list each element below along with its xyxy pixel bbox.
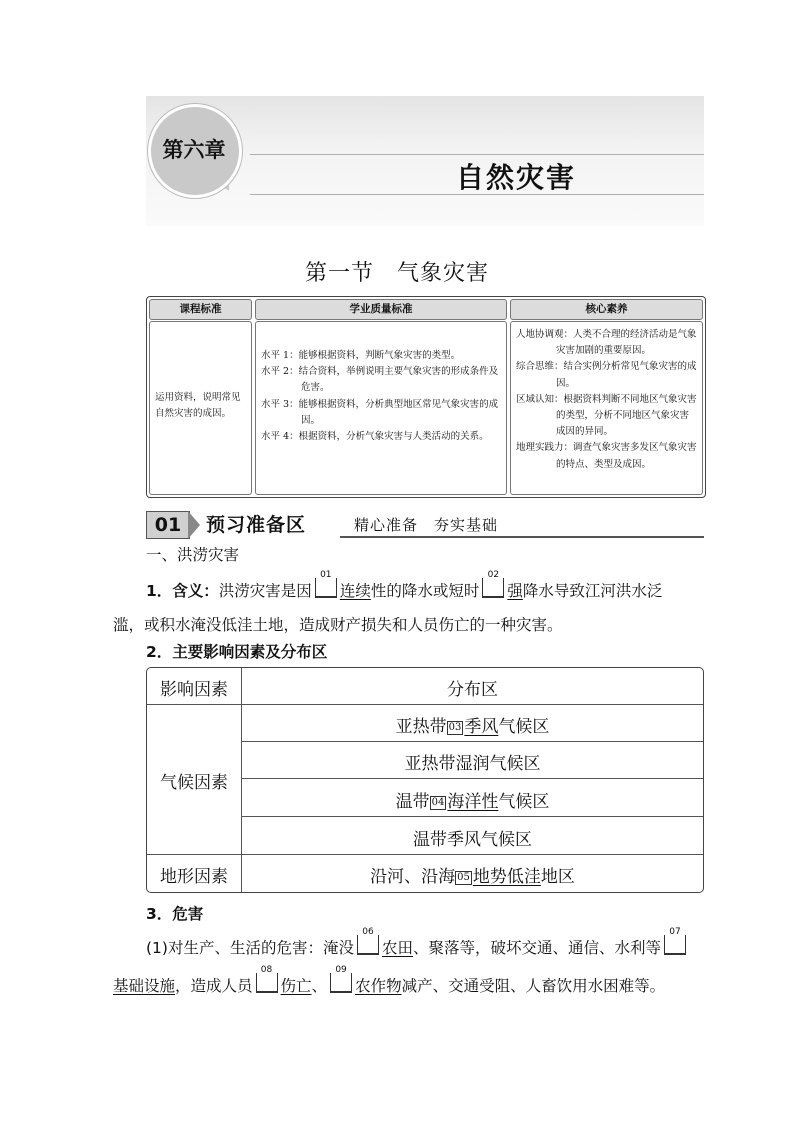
answer-09: 农作物 — [355, 977, 402, 995]
answer-blank-07 — [664, 927, 686, 955]
section-bar — [146, 509, 704, 539]
core-item-1: 人地协调观：人类不合理的经济活动是气象灾害加剧的重要原因。 — [516, 329, 697, 357]
blank-number-01: 01 — [316, 570, 336, 580]
hazard-heading: 3．危害 — [146, 905, 204, 923]
header-region: 分布区 — [447, 680, 498, 700]
core-item-4: 地理实践力：调查气象灾害多发区气象灾害的特点、类型及成因。 — [516, 442, 697, 470]
definition-line-1 — [146, 570, 663, 601]
chapter-number: 第六章 — [162, 138, 226, 162]
quality-cell — [255, 321, 507, 495]
hazard-text-1: (1)对生产、生活的危害：淹没 — [146, 939, 354, 957]
course-text: 运用资料，说明常见自然灾害的成因。 — [155, 392, 241, 420]
section-underline — [340, 536, 704, 538]
table-divider-4 — [241, 816, 703, 817]
hazard-line-2 — [113, 965, 666, 996]
blank-number-06: 06 — [358, 927, 378, 937]
hazard-text-5: 减产、交通受阻、人畜饮用水困难等。 — [401, 977, 666, 995]
answer-04: 海洋性 — [447, 792, 499, 812]
table-divider-5 — [147, 854, 703, 855]
blank-number-07: 07 — [665, 927, 685, 937]
definition-label: 1．含义： — [146, 582, 219, 600]
answer-02: 强 — [507, 582, 523, 600]
answer-blank-08 — [256, 965, 278, 993]
answer-blank-09 — [330, 965, 352, 993]
course-cell — [149, 321, 252, 495]
standards-table — [146, 296, 706, 498]
section-name: 预习准备区 — [206, 514, 307, 536]
blank-number-03: 03 — [448, 722, 462, 733]
blank-number-04: 04 — [431, 797, 445, 808]
core-item-3: 区域认知：根据资料判断不同地区气象灾害的类型，分析不同地区气象灾害成因的异同。 — [516, 393, 697, 438]
terrain-factor: 地形因素 — [160, 867, 228, 887]
quality-level-1: 水平 1：能够根据资料，判断气象灾害的类型。 — [261, 350, 461, 361]
quality-level-2: 水平 2：结合资料，举例说明主要气象灾害的形成条件及危害。 — [261, 366, 499, 394]
hazard-line-1 — [146, 927, 689, 958]
region-3-prefix: 温带 — [395, 792, 430, 812]
blank-number-02: 02 — [483, 570, 503, 580]
quality-level-4: 水平 4：根据资料，分析气象灾害与人类活动的关系。 — [261, 431, 489, 443]
hazard-text-3: ，造成人员 — [175, 977, 253, 995]
hazard-text-2: 、聚落等，破坏交通、通信、水利等 — [412, 939, 661, 957]
header-course: 课程标准 — [149, 299, 252, 320]
blank-number-08: 08 — [257, 965, 277, 975]
factors-heading: 2．主要影响因素及分布区 — [146, 643, 328, 661]
section-number: 01 — [146, 511, 190, 539]
table-divider-2 — [241, 741, 703, 742]
region-row-1 — [242, 712, 703, 737]
region-row-3 — [242, 787, 703, 812]
hazard-text-4: 、 — [311, 977, 328, 995]
answer-blank-06 — [357, 927, 379, 955]
blank-number-09: 09 — [331, 965, 351, 975]
definition-line-2: 滥，或积水淹没低洼土地，造成财产损失和人员伤亡的一种灾害。 — [113, 616, 563, 634]
heading-flood: 一、洪涝灾害 — [146, 546, 240, 564]
header-factor: 影响因素 — [160, 680, 228, 700]
answer-blank-02 — [482, 570, 504, 598]
core-cell — [510, 321, 703, 495]
quality-level-3: 水平 3：能够根据资料，分析典型地区常见气象灾害的成因。 — [261, 398, 499, 426]
definition-text-3: 降水导致江河洪水泛 — [522, 582, 663, 600]
definition-text-2: 性的降水或短时 — [370, 582, 480, 600]
header-quality: 学业质量标准 — [255, 299, 507, 320]
answer-blank-01 — [315, 570, 337, 598]
chapter-banner — [146, 96, 704, 226]
answer-07: 基础设施 — [113, 977, 176, 995]
header-core: 核心素养 — [510, 299, 703, 320]
region-3-suffix: 气候区 — [498, 792, 550, 812]
section-subtitle: 精心准备 夯实基础 — [354, 516, 499, 534]
section-arrow-icon — [188, 511, 200, 539]
region-row-2: 亚热带湿润气候区 — [404, 754, 541, 774]
answer-06: 农田 — [381, 939, 413, 957]
table-divider-1 — [147, 704, 703, 705]
region-5-prefix: 沿河、沿海 — [370, 867, 456, 887]
chapter-title: 自然灾害 — [455, 161, 576, 194]
blank-number-05: 05 — [457, 872, 470, 883]
answer-03: 季风 — [464, 717, 499, 737]
definition-text-1: 洪涝灾害是因 — [218, 582, 312, 600]
region-1-suffix: 气候区 — [498, 717, 550, 737]
factor-table — [146, 667, 704, 893]
table-divider-vertical — [241, 668, 242, 892]
banner-line-top — [250, 154, 704, 155]
answer-05: 地势低洼 — [472, 867, 541, 887]
region-row-4: 温带季风气候区 — [413, 830, 532, 850]
section-title: 第一节 气象灾害 — [304, 261, 489, 286]
answer-01: 连续 — [339, 582, 371, 600]
region-5-suffix: 地区 — [540, 867, 575, 887]
answer-08: 伤亡 — [280, 977, 312, 995]
table-divider-3 — [241, 778, 703, 779]
region-row-5 — [242, 862, 703, 887]
climate-factor: 气候因素 — [160, 773, 228, 793]
core-item-2: 综合思维：结合实例分析常见气象灾害的成因。 — [516, 361, 697, 389]
region-1-prefix: 亚热带 — [395, 717, 447, 737]
